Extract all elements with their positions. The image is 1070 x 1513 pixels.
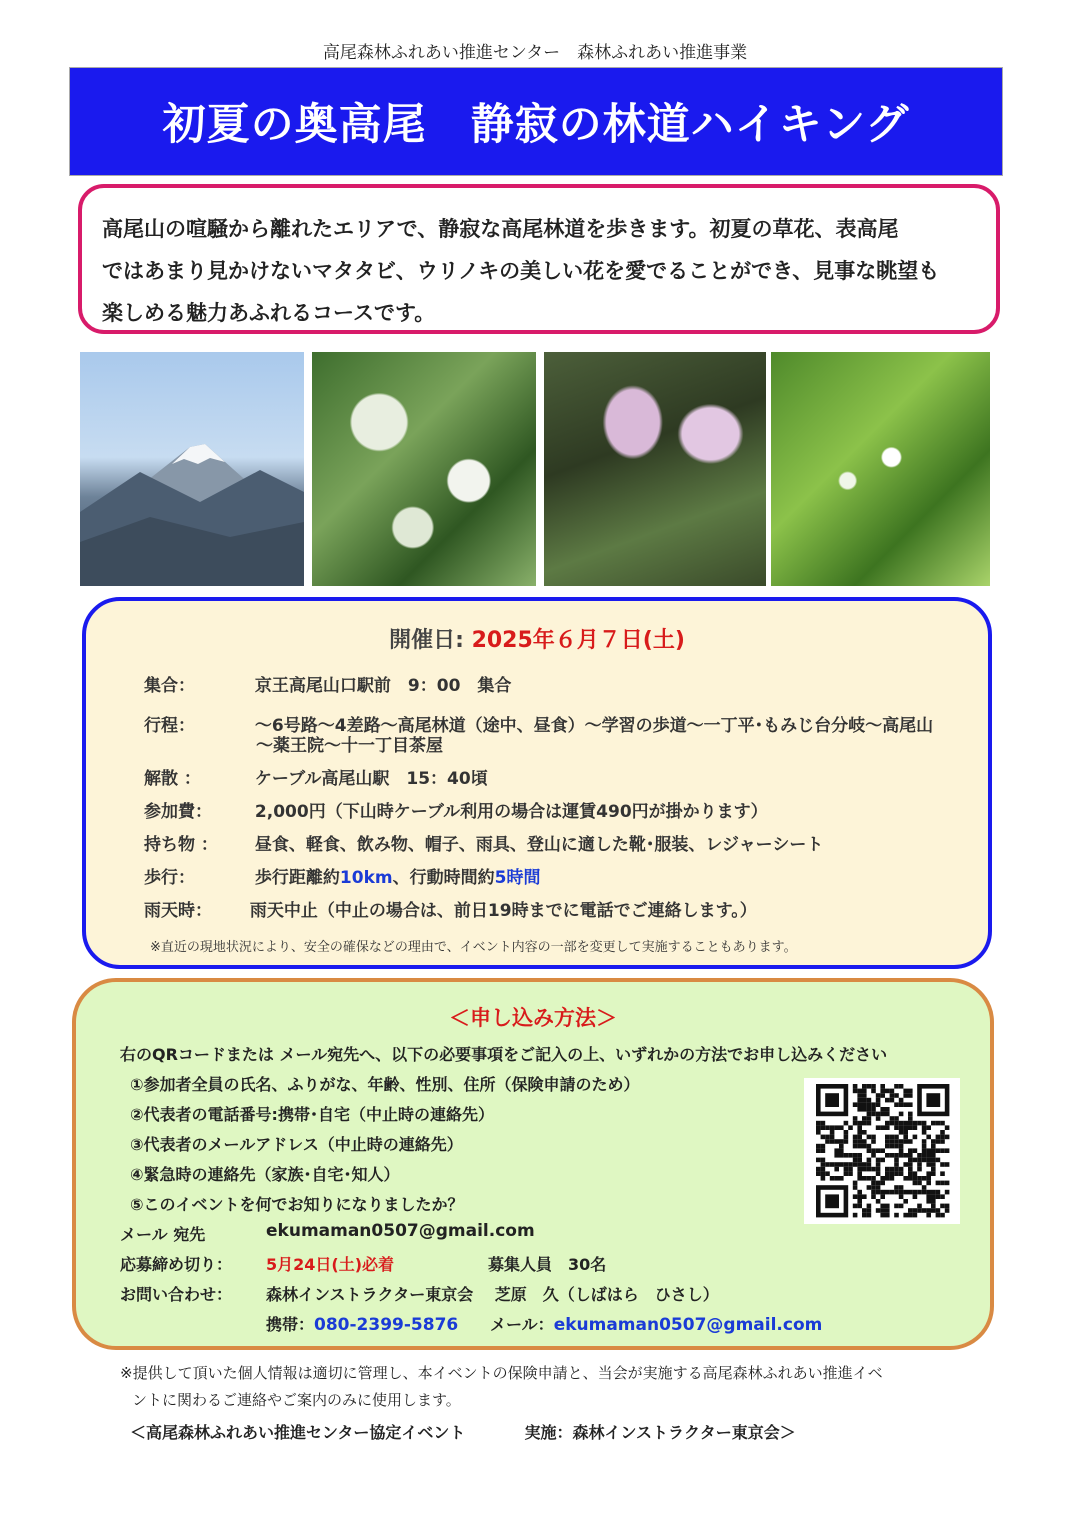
apply-instruction: 右のQRコードまたは メール宛先へ、以下の必要事項をご記入の上、いずれかの方法でお申し込みください (120, 1045, 888, 1064)
qr-code[interactable] (804, 1078, 960, 1224)
contact-label: お問い合わせ： (120, 1285, 233, 1304)
dismiss-value: ケーブル高尾山駅 15：40頃 (254, 769, 488, 789)
meet-row (144, 671, 511, 696)
email-label: メール 宛先 (120, 1225, 206, 1244)
deadline-value: 5月24日(土)必着 (266, 1255, 395, 1274)
walk-mid: 、行動時間約 (392, 868, 495, 888)
privacy-note-line-2: ントに関わるご連絡やご案内のみに使用します。 (132, 1391, 461, 1409)
fee-row (144, 797, 768, 822)
intro-line-2: ではあまり見かけないマタタビ、ウリノキの美しい花を愛でることができ、見事な眺望も (102, 259, 940, 283)
privacy-note (120, 1360, 972, 1414)
apply-item-2: ②代表者の電話番号:携帯･自宅（中止時の連絡先） (130, 1105, 494, 1124)
apply-item-3: ③代表者のメールアドレス（中止時の連絡先） (130, 1135, 463, 1154)
walk-distance: 10km (339, 868, 393, 888)
page-title: 初夏の奥高尾 静寂の林道ハイキング (162, 100, 910, 150)
route-line-1: ～6号路～4差路～高尾林道（途中、昼食）～学習の歩道～一丁平･もみじ台分岐～高尾山 (254, 716, 934, 736)
phone-number[interactable]: 080-2399-5876 (314, 1315, 459, 1335)
meet-value: 京王高尾山口駅前 9：00 集合 (254, 676, 512, 696)
mail-row (490, 1312, 822, 1335)
mail-label: メール： (490, 1315, 554, 1334)
photo-matatabi-leaves (312, 352, 536, 586)
fee-label: 参加費： (144, 802, 212, 822)
date-value: 2025年６月７日(土) (471, 628, 685, 653)
phone-label: 携帯： (266, 1315, 315, 1334)
items-value: 昼食、軽食、飲み物、帽子、雨具、登山に適した靴･服装、レジャーシート (254, 835, 824, 855)
date-label: 開催日: (389, 628, 464, 653)
capacity: 募集人員 30名 (488, 1255, 607, 1274)
rain-label: 雨天時： (144, 901, 212, 921)
walk-row (144, 863, 540, 888)
walk-prefix: 歩行距離約 (254, 868, 340, 888)
apply-item-4: ④緊急時の連絡先（家族･自宅･知人） (130, 1165, 400, 1184)
rain-value: 雨天中止（中止の場合は、前日19時までに電話でご連絡します。） (249, 901, 757, 921)
application-box (72, 978, 994, 1350)
apply-item-5: ⑤このイベントを何でお知りになりましたか？ (130, 1195, 464, 1214)
photo-urinoki-flowers (544, 352, 766, 586)
photo-white-flower (771, 352, 990, 586)
contact-value: 森林インストラクター東京会 芝原 久（しばはら ひさし） (266, 1285, 719, 1304)
route-line-2: ～薬王院～十一丁目茶屋 (256, 736, 443, 756)
items-row (144, 830, 823, 855)
fee-value: 2,000円（下山時ケーブル利用の場合は運賃490円が掛かります） (254, 802, 768, 822)
privacy-note-line-1: ※提供して頂いた個人情報は適切に管理し、本イベントの保険申請と、当会が実施する高尾森林ふれあい推進イベ (120, 1364, 883, 1382)
apply-item-1: ①参加者全員の氏名、ふりがな、年齢、性別、住所（保険申請のため） (130, 1075, 640, 1094)
phone-row (266, 1312, 458, 1335)
items-label: 持ち物 ： (144, 835, 218, 855)
dismiss-label: 解散 ： (144, 769, 201, 789)
meet-label: 集合： (144, 676, 195, 696)
deadline-label: 応募締め切り： (120, 1255, 233, 1274)
mountain-illustration (80, 352, 304, 586)
intro-line-3: 楽しめる魅力あふれるコースです。 (102, 301, 436, 325)
event-date (86, 623, 988, 654)
footer-left: ＜高尾森林ふれあい推進センター協定イベント (130, 1423, 466, 1442)
intro-line-1: 高尾山の喧騒から離れたエリアで、静寂な高尾林道を歩きます。初夏の草花、表高尾 (102, 217, 899, 241)
title-banner (69, 67, 1003, 176)
footer (130, 1420, 796, 1443)
apply-heading: ＜申し込み方法＞ (449, 1006, 617, 1030)
email-link[interactable]: ekumaman0507@gmail.com (266, 1221, 535, 1241)
intro-box (78, 184, 1000, 334)
rain-row (144, 896, 757, 921)
organizer-header: 高尾森林ふれあい推進センター 森林ふれあい推進事業 (322, 43, 748, 63)
photo-mount-fuji (80, 352, 304, 586)
mail-link[interactable]: ekumaman0507@gmail.com (553, 1315, 823, 1335)
walk-time: 5時間 (494, 868, 541, 888)
dismiss-row (144, 764, 488, 789)
route-label: 行程： (144, 716, 195, 736)
walk-label: 歩行： (144, 868, 195, 888)
footer-right: 実施：森林インストラクター東京会＞ (524, 1423, 796, 1442)
event-note: ※直近の現地状況により、安全の確保などの理由で、イベント内容の一部を変更して実施することもあります。 (150, 940, 797, 955)
event-details-box (82, 597, 992, 969)
qr-code-icon (804, 1078, 960, 1224)
